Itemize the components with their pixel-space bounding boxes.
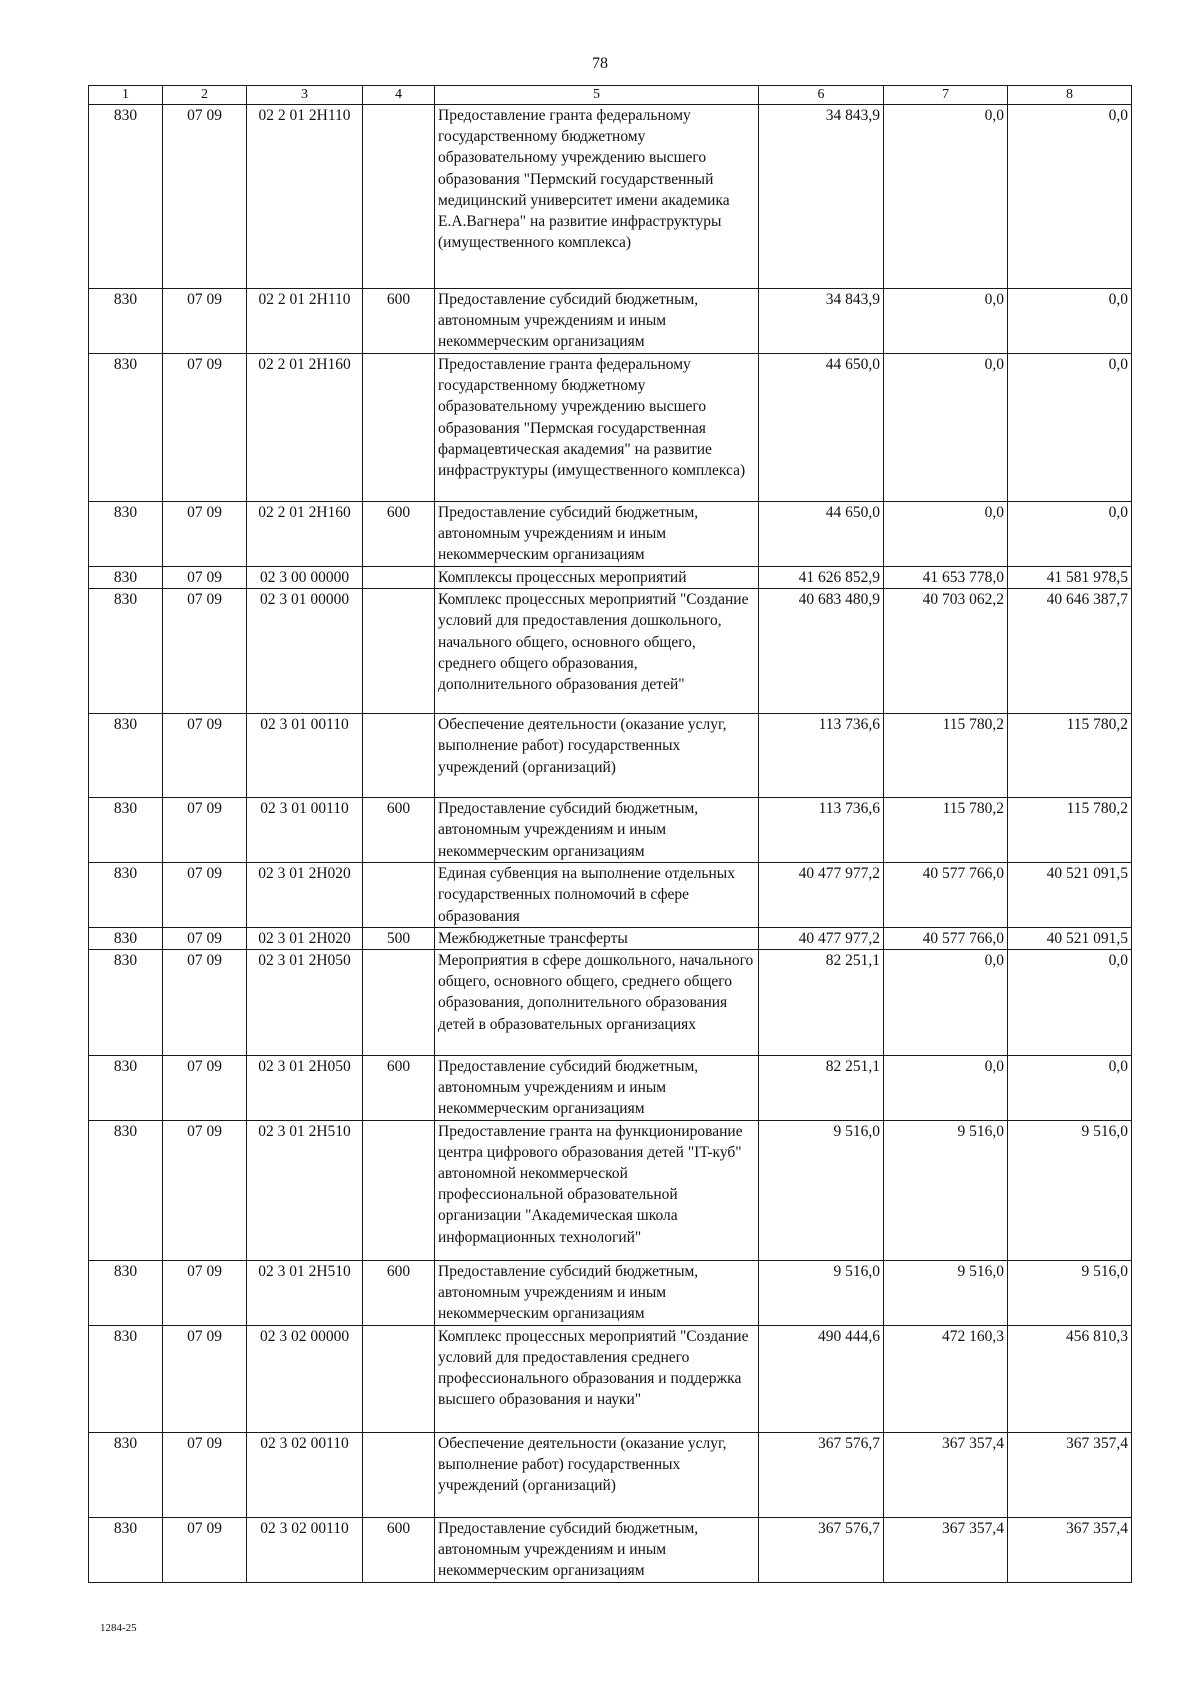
table-row [89, 863, 1132, 928]
table-row [89, 289, 1132, 354]
expense-type-cell: 600 [363, 798, 435, 863]
expense-type-cell: 500 [363, 927, 435, 949]
amount-cell: 0,0 [884, 289, 1008, 354]
table-row [89, 1120, 1132, 1260]
target-article-cell: 02 3 02 00110 [247, 1517, 363, 1582]
amount-cell: 44 650,0 [759, 354, 884, 502]
column-header: 5 [435, 86, 759, 105]
amount-cell: 0,0 [884, 105, 1008, 289]
description-cell: Единая субвенция на выполнение отдельных государственных полномочий в сфере образования [435, 863, 759, 928]
ministry-code-cell: 830 [89, 589, 163, 714]
table-row [89, 798, 1132, 863]
ministry-code-cell: 830 [89, 1260, 163, 1325]
amount-cell: 34 843,9 [759, 289, 884, 354]
table-row [89, 950, 1132, 1056]
amount-cell: 40 577 766,0 [884, 863, 1008, 928]
amount-cell: 367 576,7 [759, 1432, 884, 1517]
description-cell: Комплекс процессных мероприятий "Создание условий для предоставления среднего профессионального образования и поддержка высшего образования и науки" [435, 1325, 759, 1432]
column-header: 2 [163, 86, 247, 105]
amount-cell: 367 357,4 [1008, 1432, 1132, 1517]
ministry-code-cell: 830 [89, 1517, 163, 1582]
description-cell: Предоставление субсидий бюджетным, автономным учреждениям и иным некоммерческим организациям [435, 798, 759, 863]
amount-cell: 9 516,0 [884, 1260, 1008, 1325]
table-row [89, 1325, 1132, 1432]
amount-cell: 0,0 [884, 1056, 1008, 1121]
ministry-code-cell: 830 [89, 502, 163, 567]
amount-cell: 82 251,1 [759, 1056, 884, 1121]
ministry-code-cell: 830 [89, 105, 163, 289]
section-code-cell: 07 09 [163, 1432, 247, 1517]
table-row [89, 502, 1132, 567]
description-cell: Предоставление субсидий бюджетным, автономным учреждениям и иным некоммерческим организациям [435, 1056, 759, 1121]
amount-cell: 456 810,3 [1008, 1325, 1132, 1432]
ministry-code-cell: 830 [89, 1325, 163, 1432]
expense-type-cell: 600 [363, 1517, 435, 1582]
amount-cell: 40 646 387,7 [1008, 589, 1132, 714]
amount-cell: 40 477 977,2 [759, 863, 884, 928]
target-article-cell: 02 3 00 00000 [247, 567, 363, 589]
target-article-cell: 02 3 02 00000 [247, 1325, 363, 1432]
column-header: 3 [247, 86, 363, 105]
amount-cell: 44 650,0 [759, 502, 884, 567]
expense-type-cell [363, 1120, 435, 1260]
table-row [89, 105, 1132, 289]
section-code-cell: 07 09 [163, 1517, 247, 1582]
target-article-cell: 02 3 01 2Н020 [247, 863, 363, 928]
amount-cell: 113 736,6 [759, 798, 884, 863]
description-cell: Комплекс процессных мероприятий "Создание условий для предоставления дошкольного, начального общего, основного общего, среднего общего образования, дополнительного образования детей" [435, 589, 759, 714]
ministry-code-cell: 830 [89, 798, 163, 863]
table-row [89, 354, 1132, 502]
table-row [89, 1517, 1132, 1582]
description-cell: Предоставление субсидий бюджетным, автономным учреждениям и иным некоммерческим организациям [435, 1517, 759, 1582]
amount-cell: 0,0 [1008, 1056, 1132, 1121]
expense-type-cell: 600 [363, 289, 435, 354]
amount-cell: 115 780,2 [1008, 714, 1132, 798]
ministry-code-cell: 830 [89, 1432, 163, 1517]
description-cell: Межбюджетные трансферты [435, 927, 759, 949]
description-cell: Предоставление гранта федеральному государственному бюджетному образовательному учреждению высшего образования "Пермская государственная фармацевтическая академия" на развитие инфраструктуры (имущественного комплекса) [435, 354, 759, 502]
amount-cell: 9 516,0 [1008, 1260, 1132, 1325]
target-article-cell: 02 3 01 2Н510 [247, 1260, 363, 1325]
section-code-cell: 07 09 [163, 950, 247, 1056]
amount-cell: 9 516,0 [884, 1120, 1008, 1260]
target-article-cell: 02 3 01 00110 [247, 798, 363, 863]
amount-cell: 41 581 978,5 [1008, 567, 1132, 589]
amount-cell: 40 683 480,9 [759, 589, 884, 714]
amount-cell: 40 703 062,2 [884, 589, 1008, 714]
expense-type-cell [363, 354, 435, 502]
budget-table [88, 85, 1132, 1583]
section-code-cell: 07 09 [163, 1056, 247, 1121]
amount-cell: 40 477 977,2 [759, 927, 884, 949]
table-row [89, 589, 1132, 714]
section-code-cell: 07 09 [163, 1260, 247, 1325]
ministry-code-cell: 830 [89, 714, 163, 798]
amount-cell: 0,0 [1008, 289, 1132, 354]
page-number: 78 [592, 55, 608, 72]
description-cell: Предоставление субсидий бюджетным, автономным учреждениям и иным некоммерческим организациям [435, 289, 759, 354]
ministry-code-cell: 830 [89, 950, 163, 1056]
description-cell: Комплексы процессных мероприятий [435, 567, 759, 589]
target-article-cell: 02 3 01 00110 [247, 714, 363, 798]
amount-cell: 41 653 778,0 [884, 567, 1008, 589]
amount-cell: 0,0 [1008, 354, 1132, 502]
ministry-code-cell: 830 [89, 354, 163, 502]
section-code-cell: 07 09 [163, 1325, 247, 1432]
description-cell: Предоставление субсидий бюджетным, автономным учреждениям и иным некоммерческим организациям [435, 502, 759, 567]
amount-cell: 0,0 [1008, 105, 1132, 289]
amount-cell: 40 521 091,5 [1008, 863, 1132, 928]
ministry-code-cell: 830 [89, 1056, 163, 1121]
expense-type-cell [363, 714, 435, 798]
target-article-cell: 02 2 01 2Н160 [247, 354, 363, 502]
amount-cell: 0,0 [884, 950, 1008, 1056]
description-cell: Мероприятия в сфере дошкольного, начального общего, основного общего, среднего общего образования, дополнительного образования детей в образовательных организациях [435, 950, 759, 1056]
column-header-row [89, 86, 1132, 105]
amount-cell: 367 576,7 [759, 1517, 884, 1582]
description-cell: Обеспечение деятельности (оказание услуг, выполнение работ) государственных учреждений (организаций) [435, 1432, 759, 1517]
expense-type-cell: 600 [363, 1260, 435, 1325]
amount-cell: 9 516,0 [759, 1120, 884, 1260]
ministry-code-cell: 830 [89, 567, 163, 589]
expense-type-cell [363, 950, 435, 1056]
ministry-code-cell: 830 [89, 863, 163, 928]
amount-cell: 113 736,6 [759, 714, 884, 798]
amount-cell: 490 444,6 [759, 1325, 884, 1432]
target-article-cell: 02 3 02 00110 [247, 1432, 363, 1517]
section-code-cell: 07 09 [163, 714, 247, 798]
description-cell: Предоставление гранта на функционирование центра цифрового образования детей "IT-куб" автономной некоммерческой профессиональной образовательной организации "Академическая школа информационных технологий" [435, 1120, 759, 1260]
section-code-cell: 07 09 [163, 863, 247, 928]
target-article-cell: 02 3 01 2Н020 [247, 927, 363, 949]
table-row [89, 1432, 1132, 1517]
table-row [89, 1056, 1132, 1121]
amount-cell: 40 521 091,5 [1008, 927, 1132, 949]
target-article-cell: 02 2 01 2Н160 [247, 502, 363, 567]
amount-cell: 34 843,9 [759, 105, 884, 289]
description-cell: Предоставление субсидий бюджетным, автономным учреждениям и иным некоммерческим организациям [435, 1260, 759, 1325]
section-code-cell: 07 09 [163, 502, 247, 567]
expense-type-cell [363, 1325, 435, 1432]
ministry-code-cell: 830 [89, 927, 163, 949]
column-header: 6 [759, 86, 884, 105]
amount-cell: 0,0 [1008, 950, 1132, 1056]
amount-cell: 82 251,1 [759, 950, 884, 1056]
column-header: 8 [1008, 86, 1132, 105]
expense-type-cell [363, 105, 435, 289]
expense-type-cell: 600 [363, 1056, 435, 1121]
description-cell: Обеспечение деятельности (оказание услуг, выполнение работ) государственных учреждений (организаций) [435, 714, 759, 798]
target-article-cell: 02 2 01 2Н110 [247, 289, 363, 354]
table-row [89, 1260, 1132, 1325]
section-code-cell: 07 09 [163, 354, 247, 502]
column-header: 1 [89, 86, 163, 105]
amount-cell: 9 516,0 [1008, 1120, 1132, 1260]
target-article-cell: 02 3 01 2Н050 [247, 1056, 363, 1121]
document-code: 1284-25 [100, 1622, 137, 1634]
expense-type-cell [363, 863, 435, 928]
amount-cell: 115 780,2 [1008, 798, 1132, 863]
amount-cell: 41 626 852,9 [759, 567, 884, 589]
section-code-cell: 07 09 [163, 798, 247, 863]
expense-type-cell [363, 1432, 435, 1517]
target-article-cell: 02 2 01 2Н110 [247, 105, 363, 289]
expense-type-cell [363, 589, 435, 714]
target-article-cell: 02 3 01 2Н510 [247, 1120, 363, 1260]
expense-type-cell: 600 [363, 502, 435, 567]
amount-cell: 40 577 766,0 [884, 927, 1008, 949]
section-code-cell: 07 09 [163, 927, 247, 949]
amount-cell: 115 780,2 [884, 714, 1008, 798]
amount-cell: 367 357,4 [1008, 1517, 1132, 1582]
amount-cell: 367 357,4 [884, 1517, 1008, 1582]
amount-cell: 472 160,3 [884, 1325, 1008, 1432]
table-row [89, 567, 1132, 589]
ministry-code-cell: 830 [89, 289, 163, 354]
section-code-cell: 07 09 [163, 289, 247, 354]
amount-cell: 9 516,0 [759, 1260, 884, 1325]
amount-cell: 115 780,2 [884, 798, 1008, 863]
column-header: 4 [363, 86, 435, 105]
target-article-cell: 02 3 01 00000 [247, 589, 363, 714]
amount-cell: 0,0 [1008, 502, 1132, 567]
description-cell: Предоставление гранта федеральному государственному бюджетному образовательному учреждению высшего образования "Пермский государственный медицинский университет имени академика Е.А.Вагнера" на развитие инфраструктуры (имущественного комплекса) [435, 105, 759, 289]
ministry-code-cell: 830 [89, 1120, 163, 1260]
expense-type-cell [363, 567, 435, 589]
section-code-cell: 07 09 [163, 589, 247, 714]
target-article-cell: 02 3 01 2Н050 [247, 950, 363, 1056]
table-row [89, 714, 1132, 798]
amount-cell: 0,0 [884, 354, 1008, 502]
amount-cell: 0,0 [884, 502, 1008, 567]
column-header: 7 [884, 86, 1008, 105]
amount-cell: 367 357,4 [884, 1432, 1008, 1517]
section-code-cell: 07 09 [163, 105, 247, 289]
section-code-cell: 07 09 [163, 1120, 247, 1260]
table-row [89, 927, 1132, 949]
section-code-cell: 07 09 [163, 567, 247, 589]
